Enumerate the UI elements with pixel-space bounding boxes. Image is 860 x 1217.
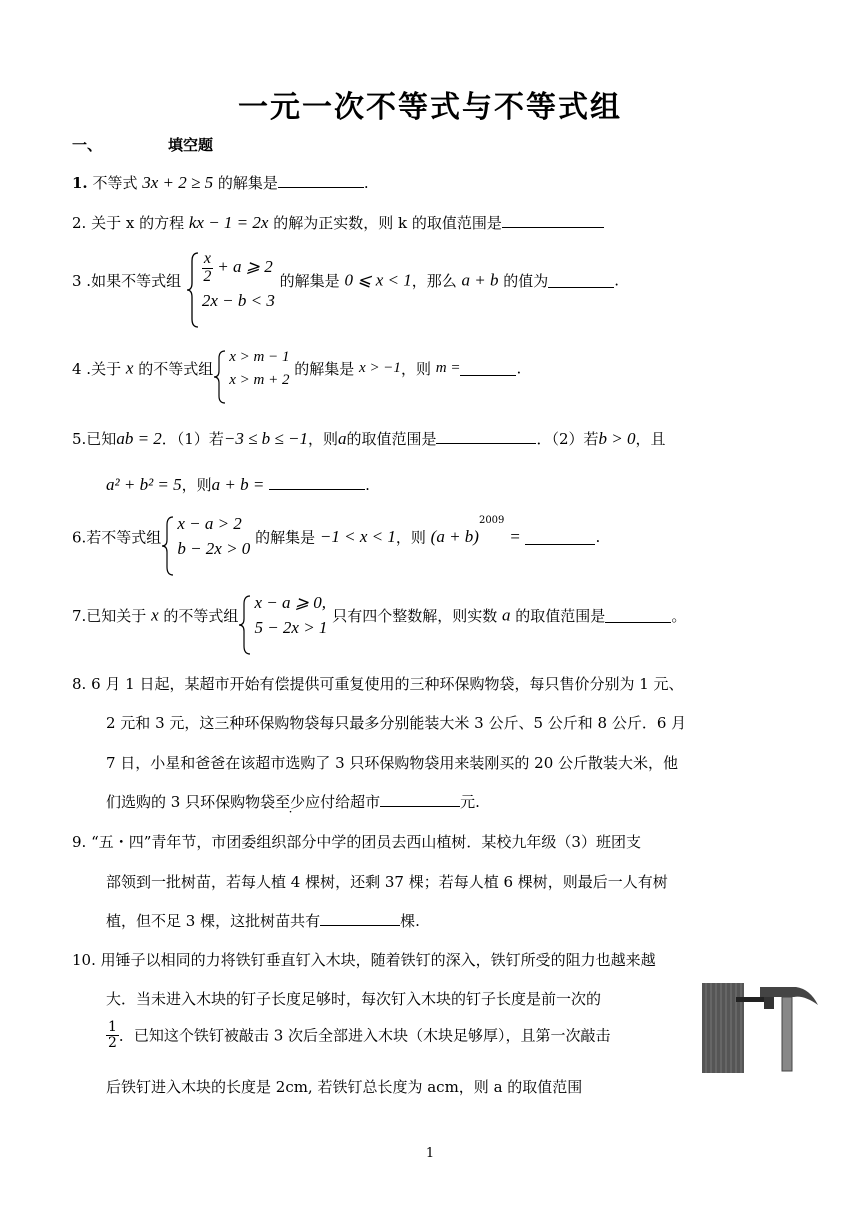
- system-row-2: x > m + 2: [229, 371, 290, 388]
- math-expression: =: [509, 527, 521, 546]
- text: 们选购的 3 只环保购物袋: [106, 793, 276, 811]
- text: .: [614, 271, 620, 290]
- question-10-line-2: 大．当未进入木块的钉子长度足够时，每次钉入木块的钉子长度是前一次的: [106, 990, 602, 1008]
- text: ，则: [181, 476, 212, 494]
- question-10-line-4: 后铁钉进入木块的长度是 2cm, 若铁钉总长度为 acm，则 a 的取值范围: [106, 1078, 583, 1096]
- answer-blank[interactable]: [269, 475, 365, 490]
- text: 的解为正实数，则 k 的取值范围是: [273, 214, 502, 232]
- inequality-system: [213, 349, 289, 388]
- text: 的解集是: [294, 360, 355, 378]
- system-row-1: x − a > 2: [177, 514, 242, 534]
- fraction-numerator: x: [203, 250, 211, 267]
- text: 2. 关于 x 的方程: [72, 214, 185, 232]
- math-expression: b > 0: [598, 429, 636, 448]
- math-expression: kx − 1 = 2x: [188, 213, 269, 232]
- question-9-line-3: [106, 910, 420, 931]
- math-expression: ab = 2: [116, 429, 162, 448]
- math-variable: a: [502, 605, 511, 625]
- text: 。: [671, 607, 687, 626]
- text: 元.: [460, 793, 480, 811]
- text: ．已知这个铁钉被敲击 3 次后全部进入木块（木块足够厚），且第一次敲击: [118, 1026, 611, 1045]
- system-row-2: 5 − 2x > 1: [254, 617, 328, 637]
- answer-blank[interactable]: [278, 173, 364, 188]
- inequality-system: [238, 594, 327, 637]
- inequality-system: [161, 515, 250, 558]
- answer-blank[interactable]: [436, 429, 536, 444]
- section-number: 一、: [72, 136, 103, 154]
- text: .: [595, 528, 601, 546]
- question-4: [72, 349, 521, 388]
- text: 只有四个整数解，则实数: [332, 607, 498, 626]
- math-expression: a² + b² = 5: [106, 475, 182, 494]
- math-expression: −1 < x < 1: [319, 527, 396, 546]
- math-expression: −3 ≤ b ≤ −1: [223, 429, 308, 448]
- text: ．（2）若: [536, 430, 599, 448]
- question-8-line-1: 8. 6 月 1 日起，某超市开始有偿提供可重复使用的三种环保购物袋，每只售价分别为 1 元、: [72, 675, 684, 693]
- hammer-nail-illustration: [700, 975, 820, 1075]
- math-expression: x > −1: [359, 360, 401, 376]
- math-expression: (a + b): [430, 527, 479, 546]
- question-1: [72, 172, 369, 193]
- text: ，则: [400, 360, 431, 378]
- text: 的取值范围是: [515, 607, 606, 626]
- text: .: [363, 174, 369, 192]
- question-10-line-3: [106, 1020, 611, 1050]
- question-9-line-2: 部领到一批树苗，若每人植 4 棵树，还剩 37 棵；若每人植 6 棵树，则最后一人有树: [106, 873, 668, 891]
- brace-icon: [213, 349, 227, 405]
- question-9-line-1: 9. “五・四”青年节，市团委组织部分中学的团员去西山植树．某校九年级（3）班团支: [72, 833, 641, 851]
- exponent: 2009: [478, 515, 505, 526]
- math-expression: a + b =: [211, 475, 265, 494]
- answer-blank[interactable]: [380, 792, 460, 807]
- system-row-2: b − 2x > 0: [177, 539, 251, 558]
- text: 的解集是: [279, 272, 340, 291]
- text: 3 .如果不等式组: [72, 272, 182, 291]
- system-row-1: x > m − 1: [229, 349, 290, 365]
- text: 的取值范围是: [346, 430, 437, 448]
- math-variable: x: [125, 358, 134, 378]
- question-8-line-4: [106, 791, 480, 812]
- section-heading: [72, 134, 213, 155]
- system-row-1: x − a ⩾ 0,: [254, 593, 326, 612]
- math-expression: 0 ⩽ x < 1: [344, 270, 412, 290]
- question-2: [72, 212, 604, 233]
- fraction-denominator: 2: [203, 267, 212, 285]
- text: 4 .关于: [72, 360, 122, 378]
- question-5: [72, 428, 666, 449]
- math-expression: m =: [435, 360, 461, 376]
- system-row-2: 2x − b < 3: [201, 290, 275, 310]
- emphasis-text: 至少: [275, 793, 306, 811]
- text: 5.已知: [72, 430, 117, 448]
- answer-blank[interactable]: [502, 213, 604, 228]
- brace-icon: [161, 515, 175, 577]
- math-variable: a: [337, 429, 347, 448]
- math-expression: + a ⩾ 2: [217, 257, 273, 277]
- system-row-1: [202, 251, 275, 286]
- inequality-system: [186, 251, 275, 310]
- text: 的值为: [503, 272, 549, 291]
- section-label: 填空题: [168, 136, 214, 154]
- page-number: 1: [425, 1146, 435, 1161]
- text: 应付给超市: [305, 793, 381, 811]
- text: 棵.: [400, 912, 420, 930]
- brace-icon: [238, 594, 252, 656]
- question-6: [72, 515, 600, 559]
- text: ，则: [307, 430, 338, 448]
- fraction-denominator: 2: [108, 1034, 117, 1051]
- answer-blank[interactable]: [460, 361, 516, 376]
- text: 植，但不足 3 棵，这批树苗共有: [106, 912, 321, 930]
- text: .: [365, 476, 370, 494]
- answer-blank[interactable]: [525, 530, 595, 545]
- page-title: 一元一次不等式与不等式组: [238, 90, 622, 125]
- answer-blank[interactable]: [548, 273, 614, 288]
- question-number: 1.: [72, 174, 88, 192]
- brace-icon: [186, 251, 200, 329]
- text: 的解集是: [217, 174, 278, 192]
- question-8-line-2: 2 元和 3 元，这三种环保购物袋每只最多分别能装大米 3 公斤、5 公斤和 8 公斤．6 月: [106, 714, 687, 732]
- text: 的解集是: [255, 528, 316, 547]
- text: 的不等式组: [138, 360, 214, 378]
- answer-blank[interactable]: [320, 911, 400, 926]
- text: 的不等式组: [163, 607, 239, 626]
- question-8-line-3: 7 日，小星和爸爸在该超市选购了 3 只环保购物袋用来装刚买的 20 公斤散装大米，他: [106, 754, 679, 772]
- fraction: [106, 1020, 119, 1050]
- text: ，且: [635, 430, 666, 448]
- question-5-line-2: [106, 474, 370, 495]
- answer-blank[interactable]: [605, 608, 671, 623]
- text: ，那么: [411, 272, 457, 291]
- question-3: [72, 251, 619, 310]
- text: ，则: [395, 528, 426, 547]
- text: 不等式: [92, 174, 138, 192]
- math-expression: a + b: [461, 270, 499, 290]
- math-expression: 3x + 2 ≥ 5: [142, 173, 214, 192]
- question-7: [72, 594, 686, 637]
- text: 7.已知关于: [72, 607, 147, 626]
- fraction-numerator: 1: [108, 1019, 117, 1035]
- fraction: [202, 251, 213, 286]
- math-variable: x: [151, 605, 159, 625]
- text: 6.若不等式组: [72, 528, 162, 547]
- text: .: [516, 359, 522, 378]
- text: ．（1）若: [161, 430, 224, 448]
- question-10-line-1: 10. 用锤子以相同的力将铁钉垂直钉入木块，随着铁钉的深入，铁钉所受的阻力也越来越: [72, 951, 656, 969]
